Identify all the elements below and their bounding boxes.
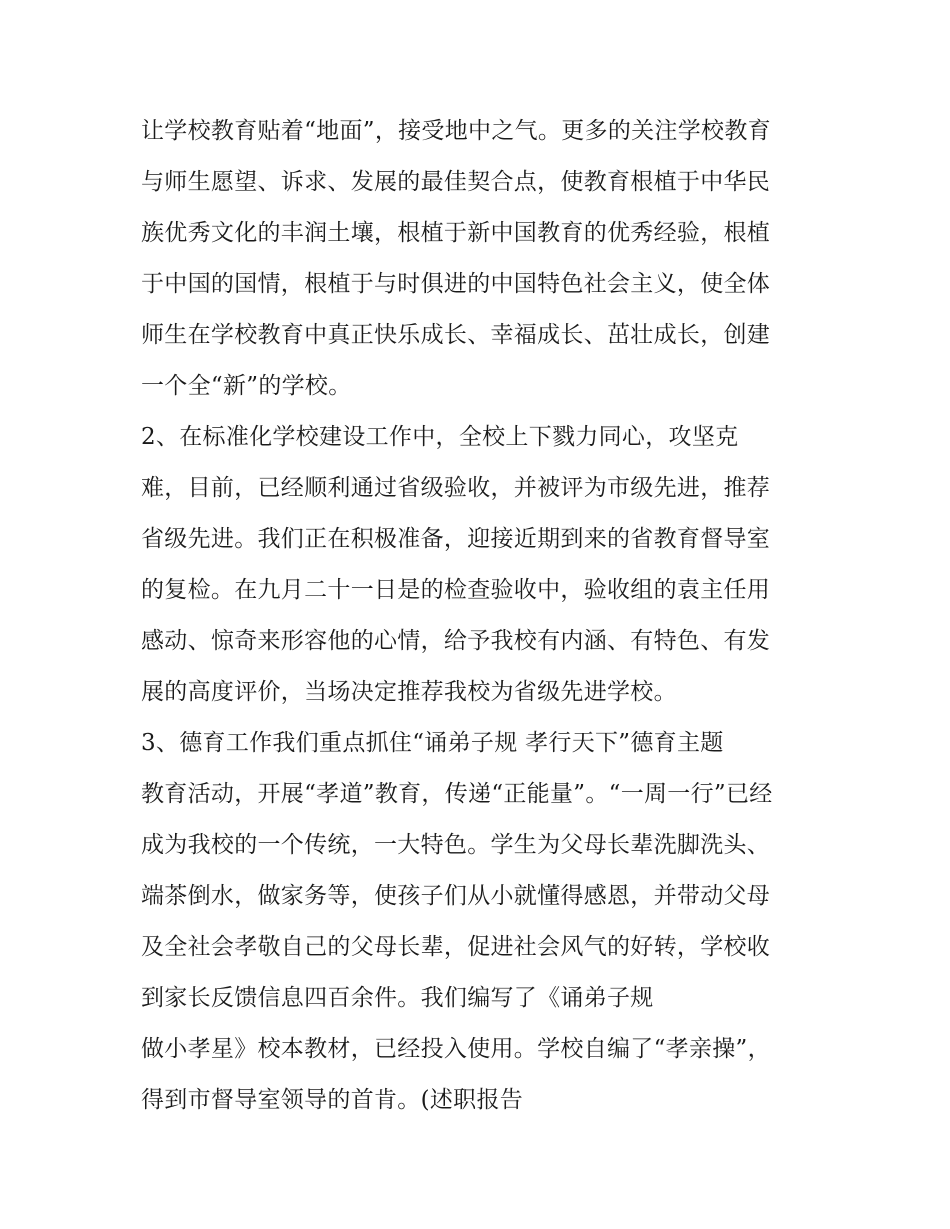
text-line: 教育活动，开展“孝道”教育，传递“正能量”。“一周一行”已经 — [141, 781, 773, 807]
text-line: 的复检。在九月二十一日是的检查验收中，验收组的袁主任用 — [141, 577, 771, 603]
text-line: 于中国的国情，根植于与时俱进的中国特色社会主义，使全体 — [141, 271, 771, 297]
text-line: 难，目前，已经顺利通过省级验收，并被评为市级先进，推荐 — [141, 475, 771, 501]
text-line: 做小孝星》校本教材，已经投入使用。学校自编了“孝亲操”， — [141, 1036, 771, 1062]
text-line: 省级先进。我们正在积极准备，迎接近期到来的省教育督导室 — [141, 526, 771, 552]
text-line: 让学校教育贴着“地面”，接受地中之气。更多的关注学校教育 — [141, 118, 771, 144]
text-line: 3、德育工作我们重点抓住“诵弟子规 孝行天下”德育主题 — [141, 730, 724, 756]
text-line: 2、在标准化学校建设工作中，全校上下戮力同心，攻坚克 — [141, 424, 739, 450]
text-line: 感动、惊奇来形容他的心情，给予我校有内涵、有特色、有发 — [141, 628, 771, 654]
text-line: 到家长反馈信息四百余件。我们编写了《诵弟子规 — [141, 985, 654, 1011]
text-line: 与师生愿望、诉求、发展的最佳契合点，使教育根植于中华民 — [141, 169, 771, 195]
text-line: 端茶倒水，做家务等，使孩子们从小就懂得感恩，并带动父母 — [141, 883, 771, 909]
text-line: 得到市督导室领导的首肯。(述职报告 — [141, 1087, 524, 1113]
text-line: 成为我校的一个传统，一大特色。学生为父母长辈洗脚洗头、 — [141, 832, 771, 858]
text-line: 族优秀文化的丰润土壤，根植于新中国教育的优秀经验，根植 — [141, 220, 771, 246]
text-line: 及全社会孝敬自己的父母长辈，促进社会风气的好转，学校收 — [141, 934, 771, 960]
document-body — [141, 106, 821, 1126]
text-line: 一个全“新”的学校。 — [141, 373, 352, 399]
text-line: 师生在学校教育中真正快乐成长、幸福成长、茁壮成长，创建 — [141, 322, 771, 348]
text-line: 展的高度评价，当场决定推荐我校为省级先进学校。 — [141, 679, 677, 705]
